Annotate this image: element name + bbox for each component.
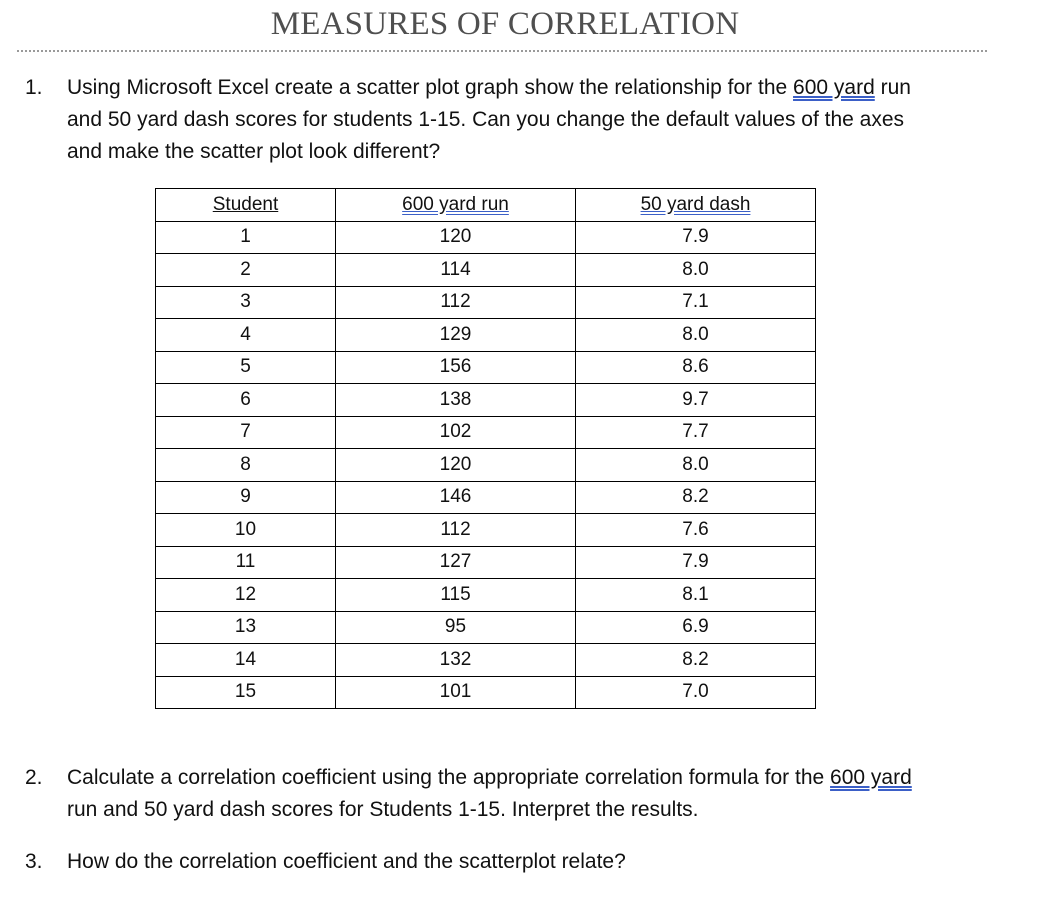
- cell-student: 7: [156, 416, 336, 449]
- cell-600-yard-run: 156: [336, 351, 576, 384]
- cell-600-yard-run: 114: [336, 254, 576, 287]
- scores-table: [155, 188, 816, 709]
- cell-50-yard-dash: 7.7: [576, 416, 816, 449]
- question-line: and 50 yard dash scores for students 1-15. Can you change the default values of the axes: [67, 108, 905, 131]
- table-row: [156, 416, 816, 449]
- spellcheck-flag: 600 yard: [830, 766, 912, 789]
- question-2: [25, 762, 1045, 832]
- column-header-600-yard-run: 600 yard run: [336, 189, 576, 222]
- cell-50-yard-dash: 7.9: [576, 221, 816, 254]
- table-row: [156, 351, 816, 384]
- cell-600-yard-run: 120: [336, 449, 576, 482]
- text-span: Using Microsoft Excel create a scatter plot graph show the relationship for the: [67, 76, 794, 99]
- question-line: [67, 72, 911, 104]
- cell-600-yard-run: 101: [336, 676, 576, 709]
- column-header-50-yard-dash: 50 yard dash: [576, 189, 816, 222]
- cell-student: 5: [156, 351, 336, 384]
- cell-student: 11: [156, 546, 336, 579]
- cell-50-yard-dash: 7.6: [576, 514, 816, 547]
- cell-student: 9: [156, 481, 336, 514]
- cell-600-yard-run: 129: [336, 319, 576, 352]
- cell-50-yard-dash: 8.0: [576, 319, 816, 352]
- cell-student: 1: [156, 221, 336, 254]
- table-header-row: [156, 189, 816, 222]
- cell-student: 10: [156, 514, 336, 547]
- table-row: [156, 579, 816, 612]
- cell-student: 12: [156, 579, 336, 612]
- table-row: [156, 319, 816, 352]
- cell-600-yard-run: 112: [336, 514, 576, 547]
- question-text: [67, 846, 626, 878]
- table-row: [156, 449, 816, 482]
- column-header-student: Student: [156, 189, 336, 222]
- question-number: 1.: [25, 76, 43, 99]
- table-row: [156, 286, 816, 319]
- cell-600-yard-run: 102: [336, 416, 576, 449]
- cell-student: 13: [156, 611, 336, 644]
- cell-600-yard-run: 95: [336, 611, 576, 644]
- cell-student: 6: [156, 384, 336, 417]
- cell-50-yard-dash: 8.0: [576, 449, 816, 482]
- spellcheck-flag: 600 yard: [793, 76, 875, 99]
- table-row: [156, 644, 816, 677]
- cell-student: 3: [156, 286, 336, 319]
- question-text: [67, 72, 911, 168]
- question-number: 3.: [25, 850, 43, 873]
- cell-50-yard-dash: 8.2: [576, 644, 816, 677]
- cell-600-yard-run: 115: [336, 579, 576, 612]
- cell-600-yard-run: 120: [336, 221, 576, 254]
- question-3: [25, 846, 1025, 882]
- table-row: [156, 676, 816, 709]
- question-line: [67, 762, 912, 794]
- question-text: [67, 762, 912, 826]
- cell-50-yard-dash: 8.2: [576, 481, 816, 514]
- table-row: [156, 546, 816, 579]
- cell-student: 2: [156, 254, 336, 287]
- cell-50-yard-dash: 6.9: [576, 611, 816, 644]
- cell-student: 14: [156, 644, 336, 677]
- cell-50-yard-dash: 9.7: [576, 384, 816, 417]
- text-span: run: [874, 76, 911, 99]
- cell-600-yard-run: 132: [336, 644, 576, 677]
- cell-50-yard-dash: 8.1: [576, 579, 816, 612]
- cell-50-yard-dash: 8.0: [576, 254, 816, 287]
- dotted-divider: [17, 50, 987, 52]
- cell-600-yard-run: 146: [336, 481, 576, 514]
- page-title: MEASURES OF CORRELATION: [270, 6, 740, 42]
- table-row: [156, 221, 816, 254]
- cell-student: 15: [156, 676, 336, 709]
- text-span: Calculate a correlation coefficient using the appropriate correlation formula for the: [67, 766, 831, 789]
- cell-600-yard-run: 127: [336, 546, 576, 579]
- cell-student: 4: [156, 319, 336, 352]
- question-line: and make the scatter plot look different?: [67, 140, 441, 163]
- cell-50-yard-dash: 8.6: [576, 351, 816, 384]
- table-row: [156, 384, 816, 417]
- question-line: How do the correlation coefficient and the scatterplot relate?: [67, 850, 626, 873]
- cell-student: 8: [156, 449, 336, 482]
- table-row: [156, 481, 816, 514]
- question-line: run and 50 yard dash scores for Students 1-15. Interpret the results.: [67, 798, 699, 821]
- cell-600-yard-run: 112: [336, 286, 576, 319]
- table-row: [156, 254, 816, 287]
- table-row: [156, 514, 816, 547]
- question-1: [25, 72, 1025, 172]
- cell-50-yard-dash: 7.0: [576, 676, 816, 709]
- cell-50-yard-dash: 7.9: [576, 546, 816, 579]
- cell-600-yard-run: 138: [336, 384, 576, 417]
- table-row: [156, 611, 816, 644]
- cell-50-yard-dash: 7.1: [576, 286, 816, 319]
- question-number: 2.: [25, 766, 43, 789]
